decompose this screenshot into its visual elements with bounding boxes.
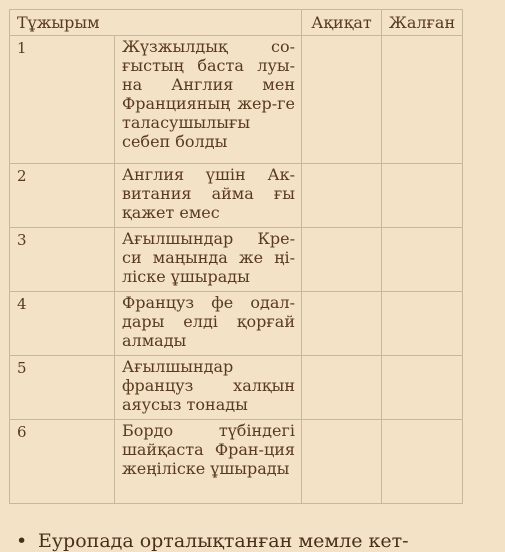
row-number: 5 xyxy=(10,356,115,420)
false-cell[interactable] xyxy=(382,228,463,292)
header-false: Жалған xyxy=(382,10,463,36)
bullet-text: Еуропада орталықтанған мемле кет- xyxy=(38,530,409,552)
row-statement: Француз фе одал-дары елді қорғай алмады xyxy=(115,292,302,356)
true-cell[interactable] xyxy=(302,164,382,228)
row-number: 4 xyxy=(10,292,115,356)
false-cell[interactable] xyxy=(382,420,463,504)
table-row xyxy=(10,292,463,356)
table-header-row xyxy=(10,10,463,36)
false-cell[interactable] xyxy=(382,292,463,356)
table-row xyxy=(10,356,463,420)
row-statement: Англия үшін Ак-витания айма ғы қажет емес xyxy=(115,164,302,228)
bullet-icon: • xyxy=(16,530,28,552)
row-number: 3 xyxy=(10,228,115,292)
row-statement: Бордо түбіндегі шайқаста Фран-ция жеңіліске ұшырады xyxy=(115,420,302,504)
table-row xyxy=(10,36,463,164)
header-statement: Тұжырым xyxy=(10,10,302,36)
true-cell[interactable] xyxy=(302,356,382,420)
table-row xyxy=(10,164,463,228)
header-true: Ақиқат xyxy=(302,10,382,36)
statements-table xyxy=(9,9,463,504)
true-cell[interactable] xyxy=(302,228,382,292)
table-row xyxy=(10,228,463,292)
row-statement: Ағылшындар француз халқын аяусыз тонады xyxy=(115,356,302,420)
true-cell[interactable] xyxy=(302,36,382,164)
false-cell[interactable] xyxy=(382,164,463,228)
false-cell[interactable] xyxy=(382,36,463,164)
row-statement: Жүзжылдық со-ғыстың баста луы-на Англия мен Францияның жер-ге таласушылығы себеп болды xyxy=(115,36,302,164)
row-number: 6 xyxy=(10,420,115,504)
row-number: 2 xyxy=(10,164,115,228)
table-row xyxy=(10,420,463,504)
true-cell[interactable] xyxy=(302,292,382,356)
row-number: 1 xyxy=(10,36,115,164)
false-cell[interactable] xyxy=(382,356,463,420)
row-statement: Ағылшындар Кре-си маңында же ңі-ліске ұшырады xyxy=(115,228,302,292)
true-cell[interactable] xyxy=(302,420,382,504)
